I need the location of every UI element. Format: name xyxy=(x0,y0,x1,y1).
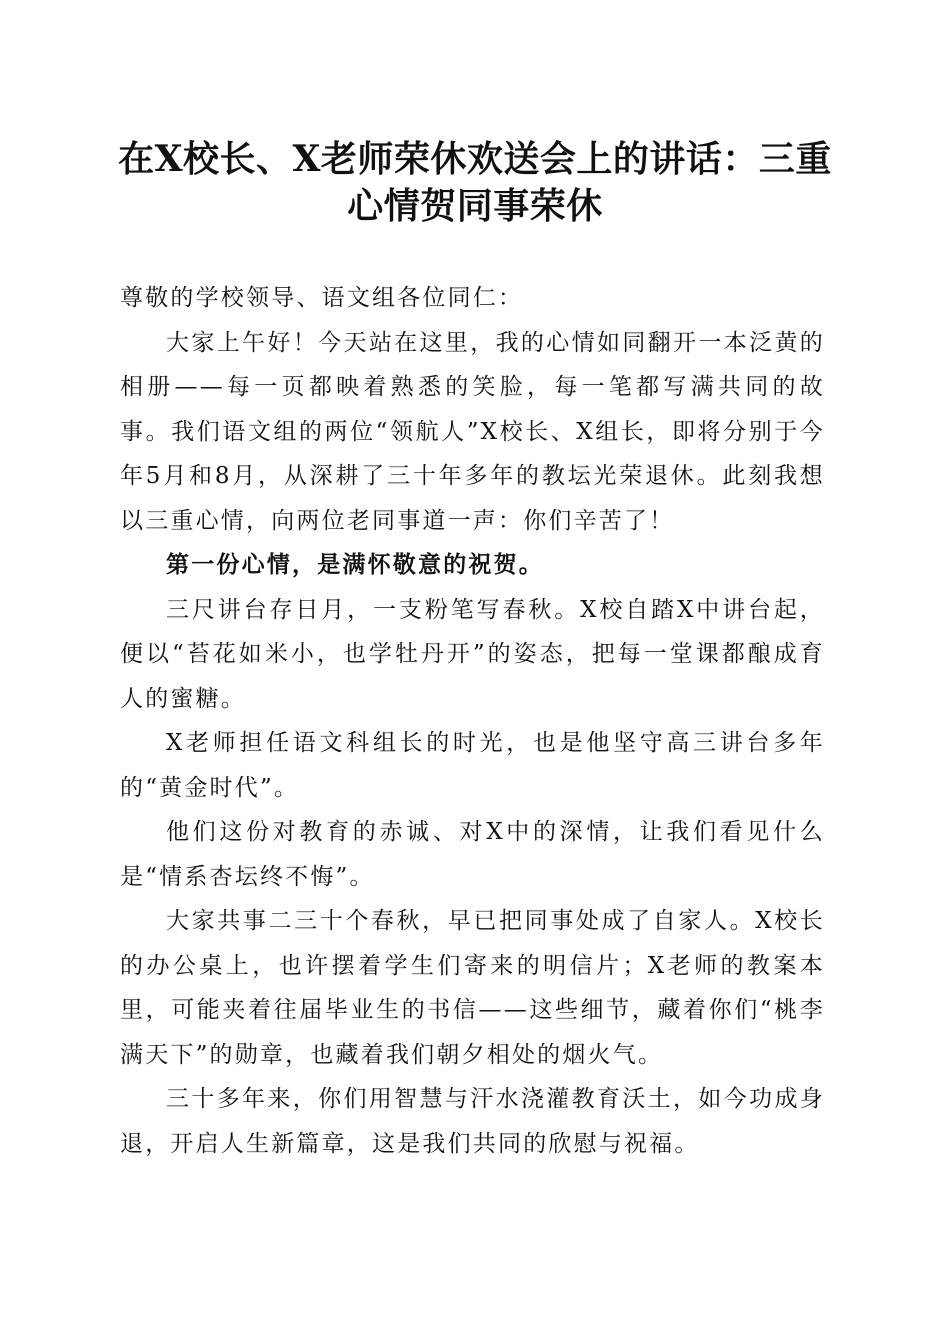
salutation: 尊敬的学校领导、语文组各位同仁： xyxy=(120,285,524,311)
document-title: 在X校长、X老师荣休欢送会上的讲话：三重心情贺同事荣休 xyxy=(118,138,832,227)
section-heading-first-feeling: 第一份心情，是满怀敬意的祝贺。 xyxy=(166,551,544,578)
paragraph-greeting: 大家上午好！今天站在这里，我的心情如同翻开一本泛黄的相册——每一页都映着熟悉的笑脸，每一笔都写满共同的故事。我们语文组的两位“领航人”X校长、X组长，即将分别于今年5月和8月，从深耕了三十年多年的教坛光荣退休。此刻我想以三重心情，向两位老同事道一声：你们辛苦了！ xyxy=(120,329,825,534)
paragraph: 大家共事二三十个春秋，早已把同事处成了自家人。X校长的办公桌上，也许摆着学生们寄来的明信片；X老师的教案本里，可能夹着往届毕业生的书信——这些细节，藏着你们“桃李满天下”的勋章，也藏着我们朝夕相处的烟火气。 xyxy=(120,908,825,1068)
document-body xyxy=(120,276,825,1166)
paragraph: 三十多年来，你们用智慧与汗水浇灌教育沃土，如今功成身退，开启人生新篇章，这是我们共同的欣慰与祝福。 xyxy=(120,1086,825,1157)
paragraph: 他们这份对教育的赤诚、对X中的深情，让我们看见什么是“情系杏坛终不悔”。 xyxy=(120,819,825,890)
paragraph: X老师担任语文科组长的时光，也是他坚守高三讲台多年的“黄金时代”。 xyxy=(120,730,825,801)
paragraph: 三尺讲台存日月，一支粉笔写春秋。X校自踏X中讲台起，便以“苔花如米小，也学牡丹开”的姿态，把每一堂课都酿成育人的蜜糖。 xyxy=(120,596,825,712)
